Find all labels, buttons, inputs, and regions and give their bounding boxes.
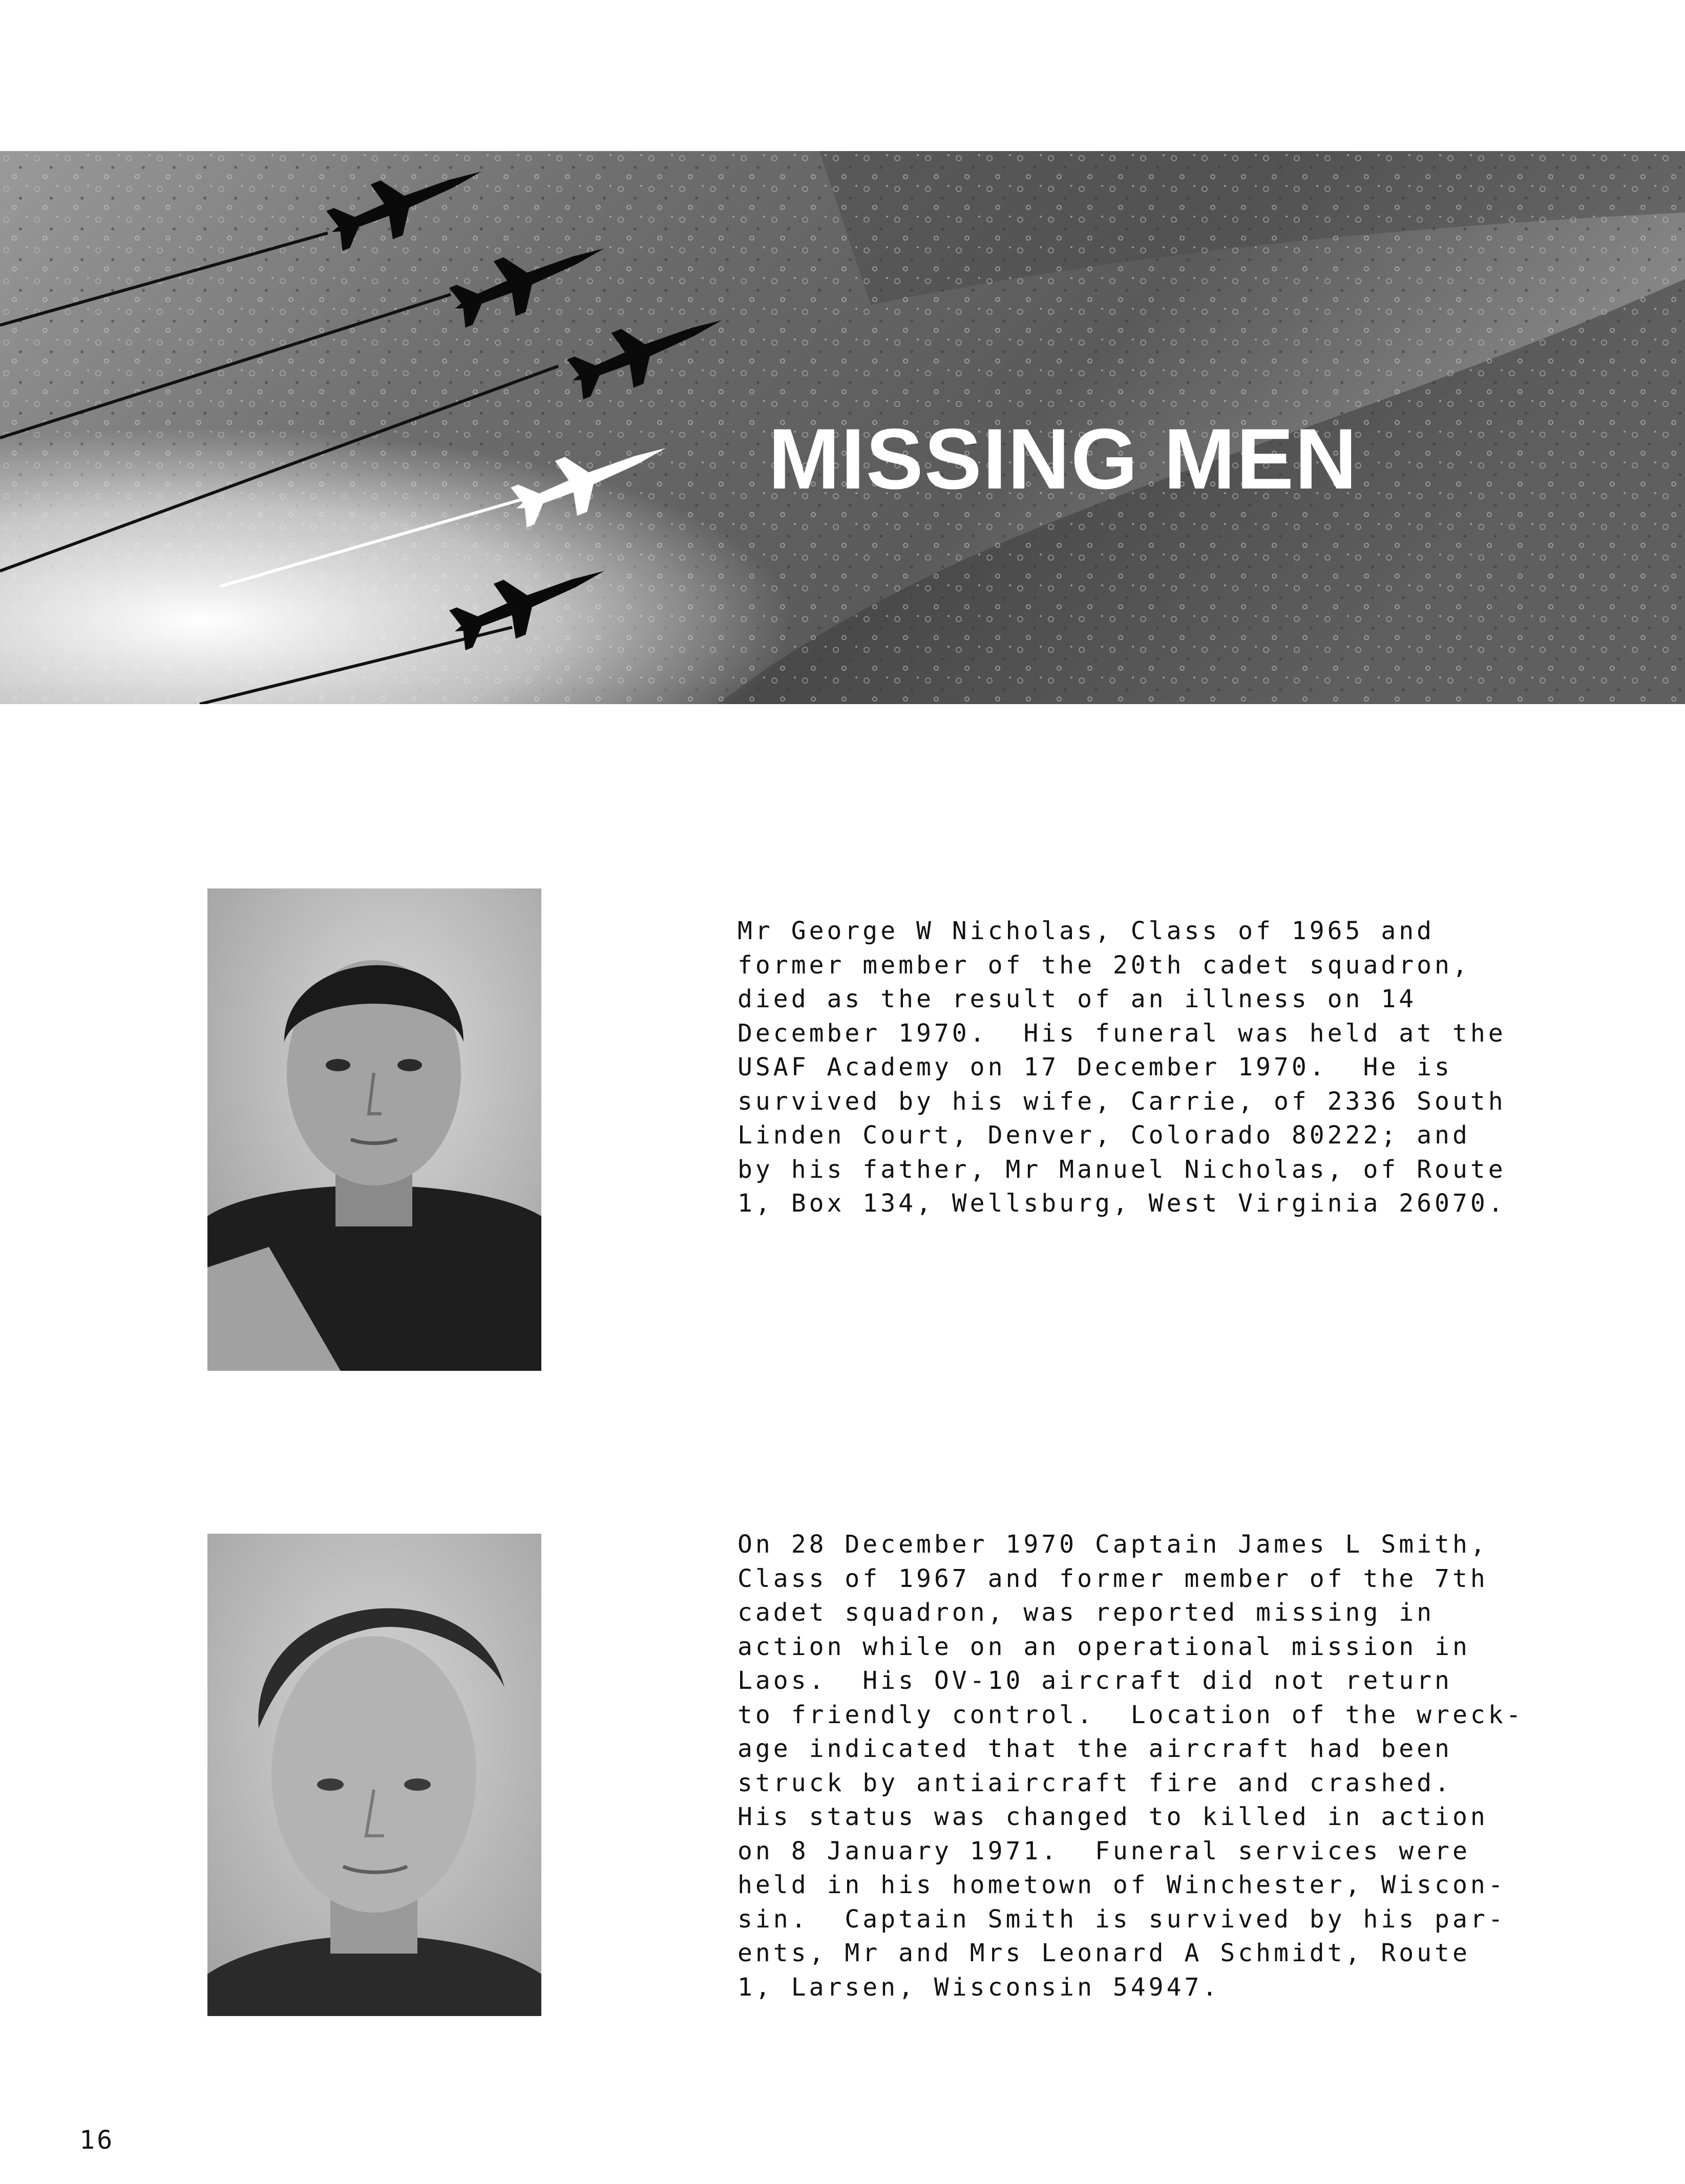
obituary-text-nicholas <box>738 914 1639 1221</box>
text-line: Linden Court, Denver, Colorado 80222; and <box>738 1121 1470 1150</box>
text-line: held in his hometown of Winchester, Wiscon- <box>738 1871 1506 1899</box>
text-line: sin. Captain Smith is survived by his par- <box>738 1904 1506 1934</box>
text-line: to friendly control. Location of the wreck- <box>738 1700 1524 1729</box>
page-number: 16 <box>79 2125 115 2155</box>
text-line: cadet squadron, was reported missing in <box>738 1598 1435 1627</box>
text-line: struck by antiaircraft fire and crashed. <box>738 1768 1452 1797</box>
page-title: MISSING MEN <box>768 411 1358 507</box>
text-line: survived by his wife, Carrie, of 2336 South <box>738 1087 1506 1116</box>
text-line: by his father, Mr Manuel Nicholas, of Route <box>738 1155 1506 1184</box>
text-line: age indicated that the aircraft had been <box>738 1734 1452 1763</box>
text-line: His status was changed to killed in action <box>738 1803 1488 1831</box>
text-line: On 28 December 1970 Captain James L Smith, <box>738 1530 1488 1559</box>
text-line: died as the result of an illness on 14 <box>738 985 1417 1013</box>
text-line: USAF Academy on 17 December 1970. He is <box>738 1053 1452 1082</box>
text-line: action while on an operational mission in <box>738 1632 1470 1661</box>
text-line: 1, Larsen, Wisconsin 54947. <box>738 1973 1220 2002</box>
obituary-text-smith <box>738 1528 1639 2004</box>
text-line: ents, Mr and Mrs Leonard A Schmidt, Route <box>738 1939 1470 1967</box>
portrait-photo-image <box>207 888 541 1371</box>
text-line: 1, Box 134, Wellsburg, West Virginia 26070. <box>738 1189 1506 1218</box>
text-line: Mr George W Nicholas, Class of 1965 and <box>738 917 1435 945</box>
text-line: Class of 1967 and former member of the 7th <box>738 1564 1488 1593</box>
portrait-photo-nicholas <box>207 888 541 1371</box>
portrait-photo-image <box>207 1534 541 2016</box>
text-line: on 8 January 1971. Funeral services were <box>738 1836 1470 1865</box>
text-line: December 1970. His funeral was held at the <box>738 1019 1506 1048</box>
text-line: Laos. His OV-10 aircraft did not return <box>738 1666 1452 1695</box>
text-line: former member of the 20th cadet squadron, <box>738 950 1470 980</box>
portrait-photo-smith <box>207 1534 541 2016</box>
